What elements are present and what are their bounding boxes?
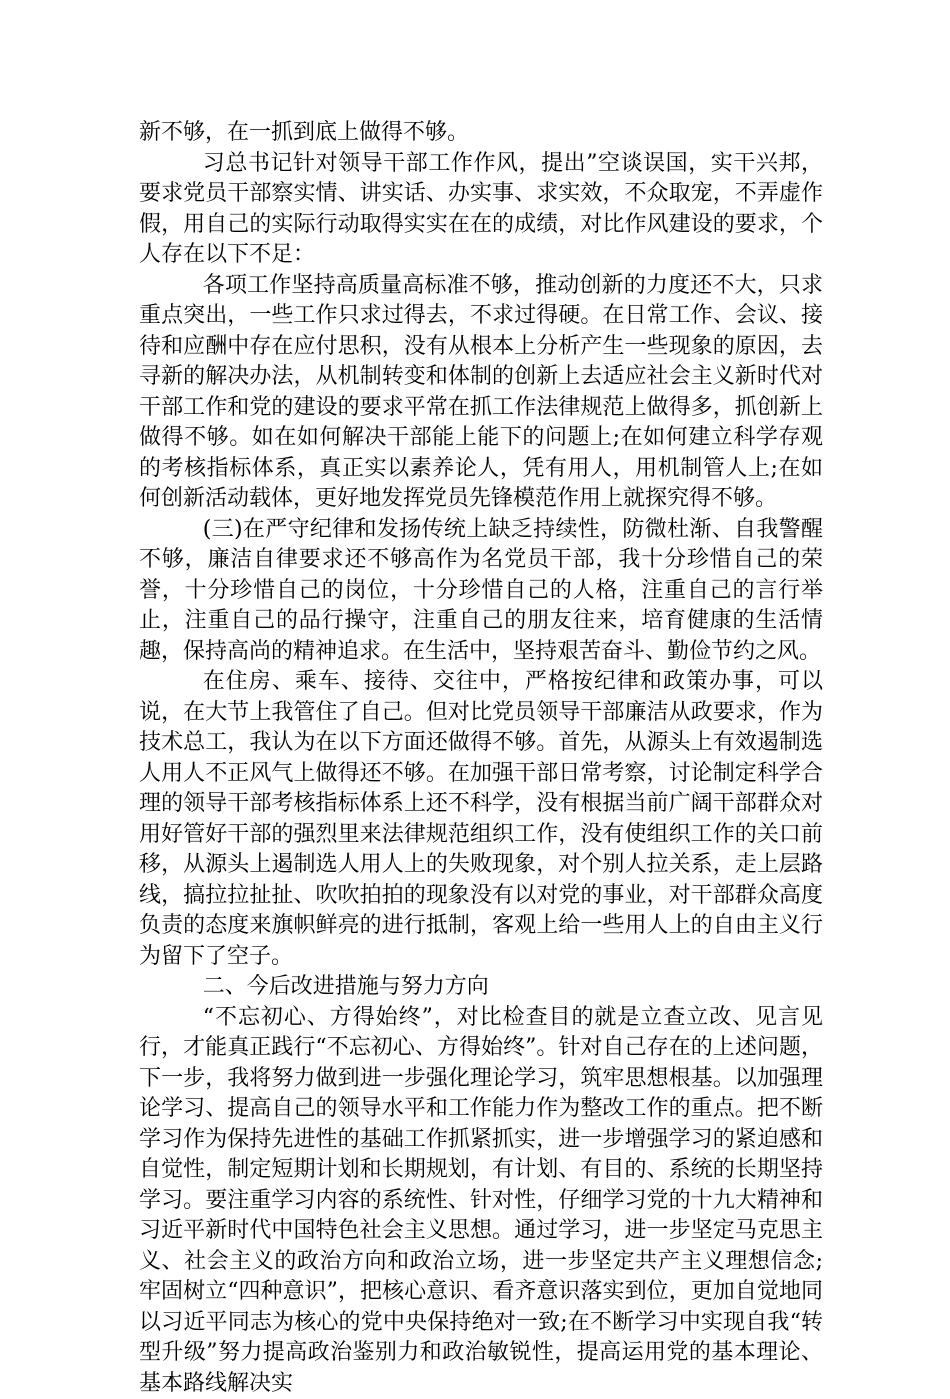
paragraph: “不忘初心、方得始终”，对比检查目的就是立查立改、见言见行，才能真正践行“不忘初心、方得始终”。针对自己存在的上述问题，下一步，我将努力做到进一步强化理论学习，筑牢思想根基。以加强理论学习、提高自己的领导水平和工作能力作为整改工作的重点。把不断学习作为保持先进性的基础工作抓紧抓实，进一步增强学习的紧迫感和自觉性，制定短期计划和长期规划，有计划、有目的、系统的长期坚持学习。要注重学习内容的系统性、针对性，仔细学习党的十九大精神和习近平新时代中国特色社会主义思想。通过学习，进一步坚定马克思主义、社会主义的政治方向和政治立场，进一步坚定共产主义理想信念;牢固树立“四种意识”，把核心意识、看齐意识落实到位，更加自觉地同以习近平同志为核心的党中央保持绝对一致;在不断学习中实现自我“转型升级”努力提高政治鉴别力和政治敏锐性，提高运用党的基本理论、基本路线解决实 <box>139 1003 823 1399</box>
paragraph: 在住房、乘车、接待、交往中，严格按纪律和政策办事，可以说，在大节上我管住了自己。但对比党员领导干部廉洁从政要求，作为技术总工，我认为在以下方面还做得不够。首先，从源头上有效遏制选人用人不正风气上做得还不够。在加强干部日常考察，讨论制定科学合理的领导干部考核指标体系上还不科学，没有根据当前广阔干部群众对用好管好干部的强烈里来法律规范组织工作，没有使组织工作的关口前移，从源头上遏制选人用人上的失败现象，对个别人拉关系，走上层路线，搞拉拉扯扯、吹吹拍拍的现象没有以对党的事业，对干部群众高度负责的态度来旗帜鲜亮的进行抵制，客观上给一些用人上的自由主义行为留下了空子。 <box>139 667 823 972</box>
paragraph: 各项工作坚持高质量高标准不够，推动创新的力度还不大，只求重点突出，一些工作只求过得去，不求过得硬。在日常工作、会议、接待和应酬中存在应付思积，没有从根本上分析产生一些现象的原因，去寻新的解决办法，从机制转变和体制的创新上去适应社会主义新时代对干部工作和党的建设的要求平常在抓工作法律规范上做得多，抓创新上做得不够。如在如何解决干部能上能下的问题上;在如何建立科学存观的考核指标体系，真正实以素养论人，凭有用人，用机制管人上;在如何创新活动载体，更好地发挥党员先锋模范作用上就探究得不够。 <box>139 271 823 515</box>
paragraph: 新不够，在一抓到底上做得不够。 <box>139 118 823 149</box>
section-heading: 二、今后改进措施与努力方向 <box>139 972 823 1003</box>
document-body <box>139 118 823 1399</box>
paragraph: 习总书记针对领导干部工作作风，提出”空谈误国，实干兴邦，要求党员干部察实情、讲实话、办实事、求实效，不众取宠，不弄虚作假，用自己的实际行动取得实实在在的成绩，对比作风建设的要求，个人存在以下不足： <box>139 149 823 271</box>
paragraph: (三)在严守纪律和发扬传统上缺乏持续性，防微杜渐、自我警醒不够，廉洁自律要求还不够高作为名党员干部，我十分珍惜自己的荣誉，十分珍惜自己的岗位，十分珍惜自己的人格，注重自己的言行举止，注重自己的品行操守，注重自己的朋友往来，培育健康的生活情趣，保持高尚的精神追求。在生活中，坚持艰苦奋斗、勤俭节约之风。 <box>139 515 823 668</box>
